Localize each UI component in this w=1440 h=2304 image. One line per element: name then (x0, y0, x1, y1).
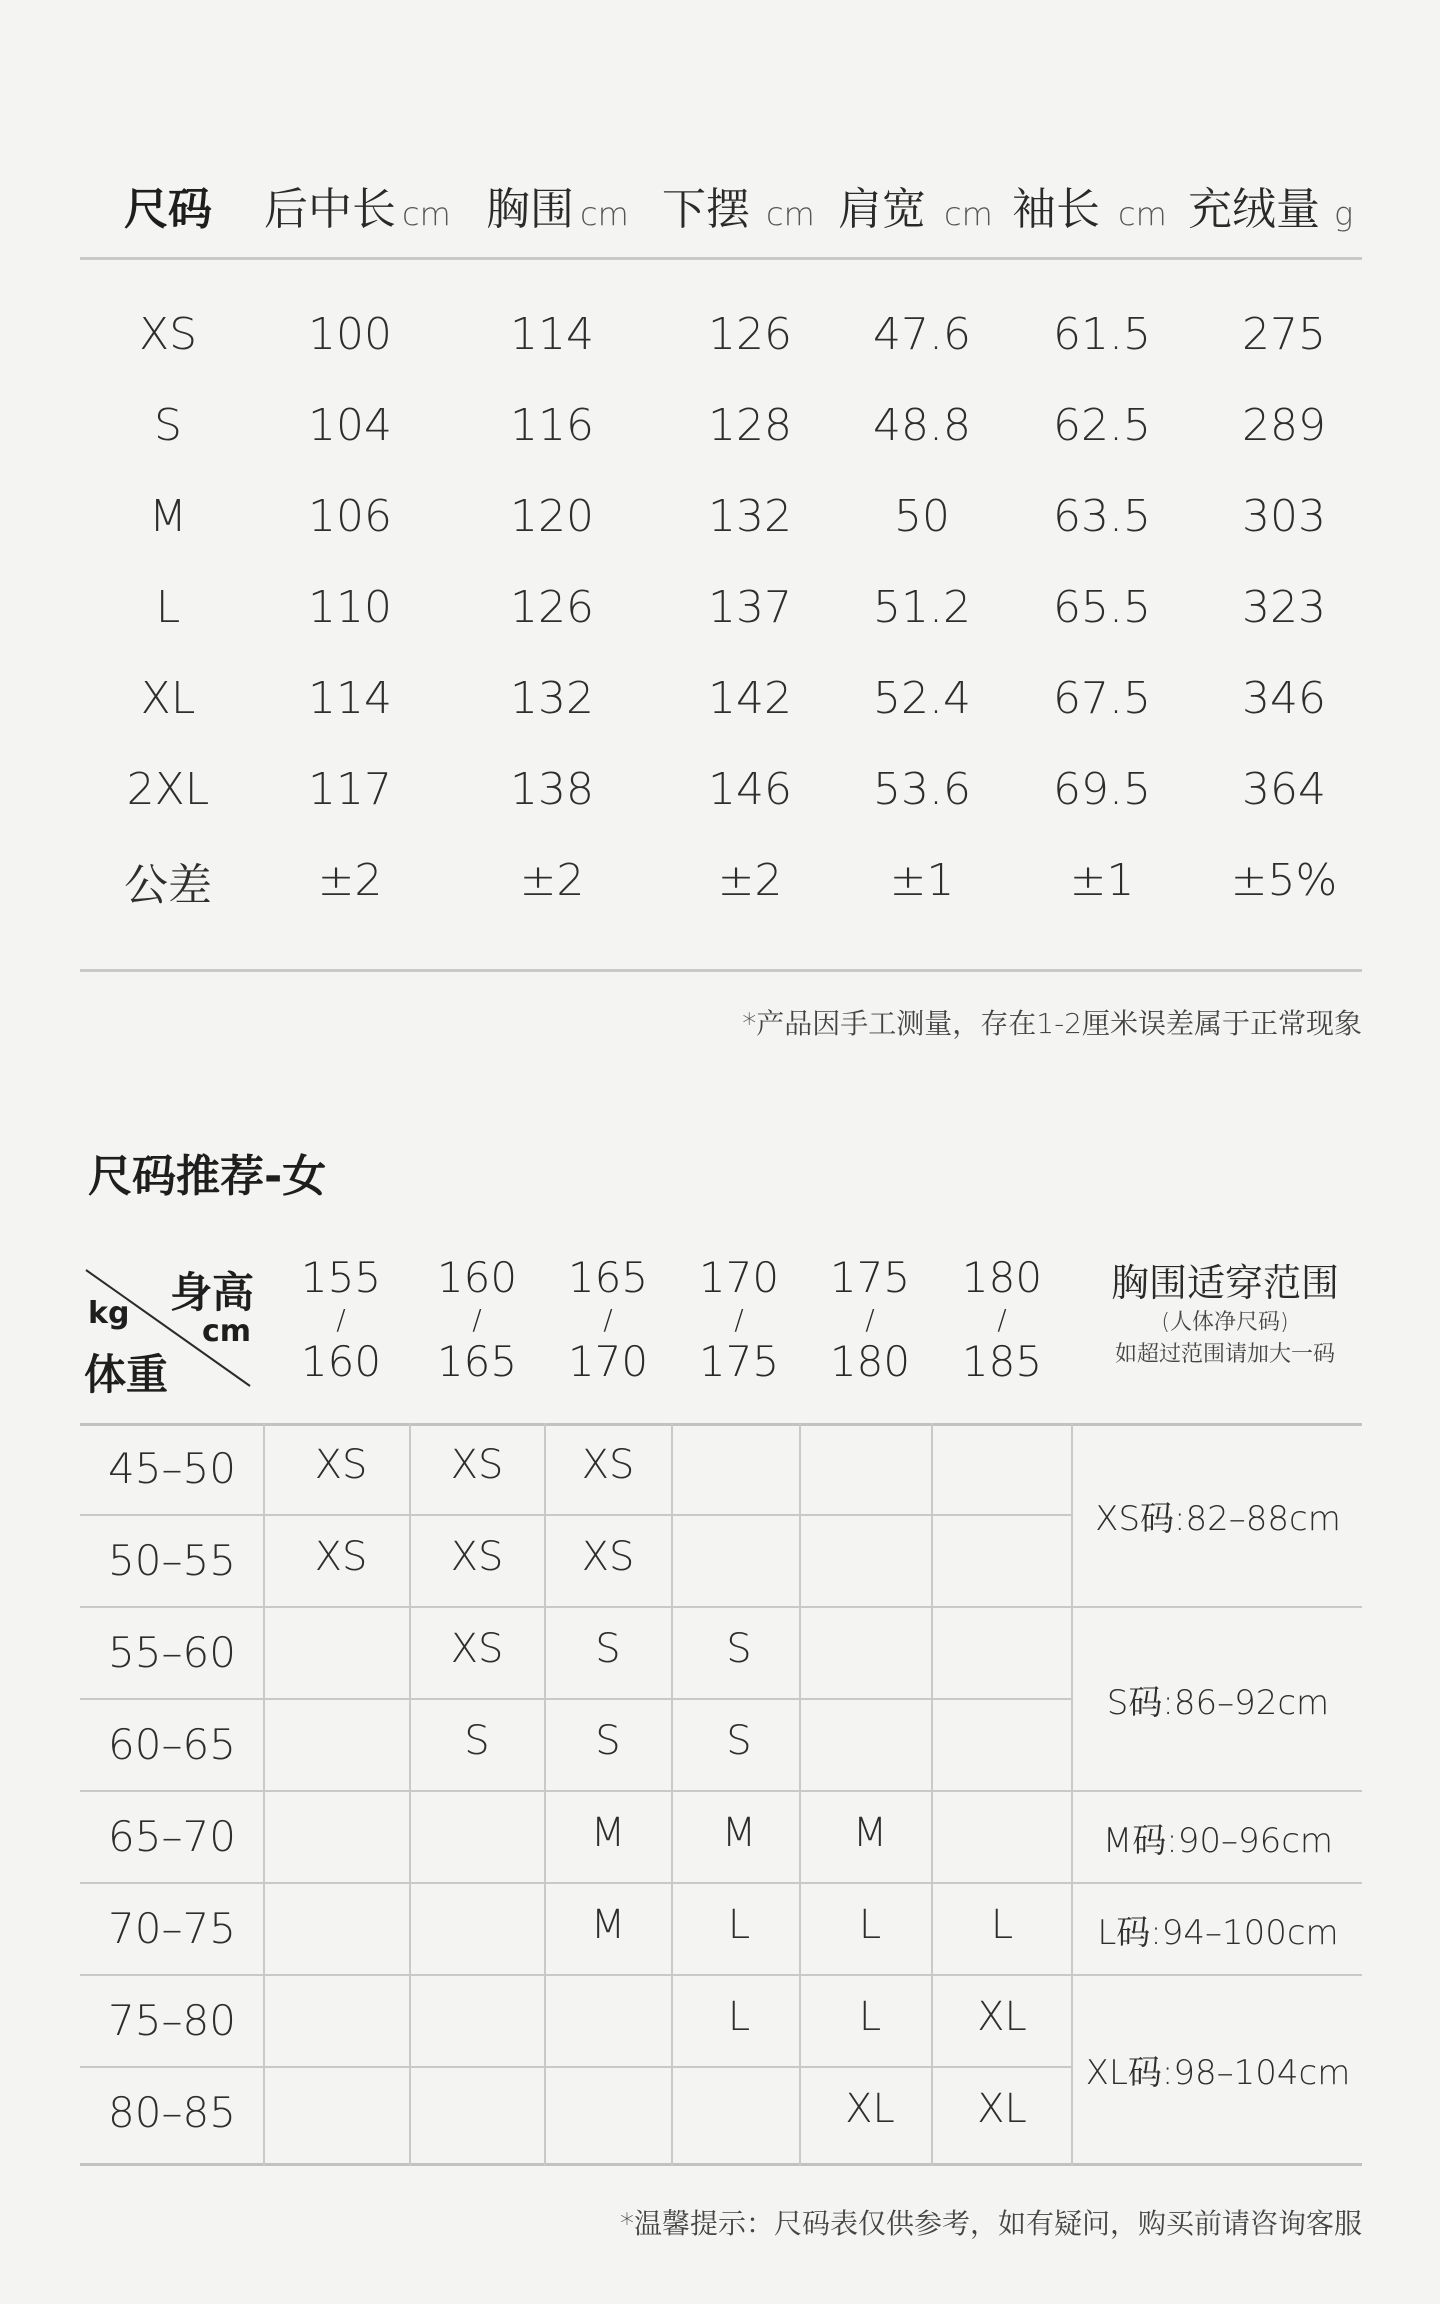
table-corner-header (80, 1260, 255, 1399)
column-divider (931, 1423, 933, 2166)
header-sleeve: 袖长 cm (1012, 184, 1167, 235)
size-label-cell: S (154, 400, 182, 451)
chest-range-title: 胸围适穿范围 (1110, 1261, 1339, 1305)
header-fill-weight: 充绒量 g (1188, 184, 1354, 235)
height-sep: / (865, 1303, 875, 1336)
size-value-cell: 128 (708, 400, 792, 451)
size-value-cell: 275 (1242, 309, 1326, 360)
size-value-cell: 132 (708, 491, 792, 542)
height-bottom: 175 (698, 1337, 780, 1386)
size-row (80, 380, 1362, 471)
size-label-cell: L (155, 582, 181, 633)
size-value-cell: 50 (894, 491, 950, 542)
chest-range-sub: (人体净尺码) (1161, 1310, 1289, 1335)
chest-range-cell: XS码:82–88cm (1095, 1498, 1341, 1539)
height-column-header (276, 1254, 406, 1386)
size-recommend-cell: XL (845, 2085, 895, 2132)
column-divider (671, 1423, 673, 2166)
size-value-cell: 126 (510, 582, 594, 633)
size-row (80, 562, 1362, 653)
chest-range-hint: 如超过范围请加大一码 (1114, 1342, 1335, 1367)
size-label-cell: XS (138, 309, 198, 360)
size-row (80, 289, 1362, 380)
height-top: 160 (436, 1253, 518, 1302)
size-value-cell: 137 (708, 582, 792, 633)
size-recommend-cell: XS (450, 1625, 504, 1672)
header-back-length: 后中长 cm (264, 184, 451, 235)
height-column-header (937, 1254, 1067, 1386)
size-value-cell: 116 (510, 400, 594, 451)
size-value-cell: ±1 (1069, 855, 1135, 906)
size-recommend-cell: M (590, 1901, 626, 1948)
header-divider (80, 257, 1362, 260)
size-value-cell: 303 (1242, 491, 1326, 542)
size-value-cell: 51.2 (873, 582, 971, 633)
size-value-cell: 138 (510, 764, 594, 815)
size-value-cell: 47.6 (873, 309, 971, 360)
height-sep: / (472, 1303, 482, 1336)
size-value-cell: 110 (308, 582, 392, 633)
size-recommend-cell: M (590, 1809, 626, 1856)
height-top: 155 (300, 1253, 382, 1302)
height-sep: / (734, 1303, 744, 1336)
chest-range-header (1080, 1258, 1370, 1372)
weight-range-cell: 60–65 (108, 1720, 236, 1769)
header-shoulder: 肩宽 cm (838, 184, 993, 235)
size-recommend-cell: XS (314, 1533, 368, 1580)
height-bottom: 170 (567, 1337, 649, 1386)
height-column-header (412, 1254, 542, 1386)
size-value-cell: 65.5 (1053, 582, 1151, 633)
size-value-cell: ±2 (317, 855, 383, 906)
size-value-cell: 61.5 (1053, 309, 1151, 360)
height-label: 身高 (170, 1268, 255, 1317)
size-recommend-cell: S (595, 1717, 621, 1764)
size-value-cell: ±1 (889, 855, 955, 906)
size-value-cell: 104 (308, 400, 392, 451)
size-recommend-cell: L (858, 1993, 882, 2040)
weight-label: 体重 (84, 1350, 169, 1399)
size-recommend-cell: L (990, 1901, 1014, 1948)
size-value-cell: 69.5 (1053, 764, 1151, 815)
size-value-cell: 114 (308, 673, 392, 724)
chest-range-cell: M码:90–96cm (1102, 1820, 1334, 1861)
size-value-cell: 52.4 (873, 673, 971, 724)
column-divider (799, 1423, 801, 2166)
weight-range-cell: 55–60 (108, 1628, 236, 1677)
size-recommend-cell: M (721, 1809, 757, 1856)
size-recommend-cell: S (595, 1625, 621, 1672)
weight-range-cell: 65–70 (108, 1812, 236, 1861)
size-row (80, 835, 1362, 926)
header-chest: 胸围 cm (486, 184, 629, 235)
height-bottom: 165 (436, 1337, 518, 1386)
size-row (80, 471, 1362, 562)
column-divider (1071, 1423, 1073, 2166)
recommend-table (80, 1423, 1362, 2166)
size-value-cell: 120 (510, 491, 594, 542)
weight-unit: kg (88, 1296, 130, 1331)
size-recommend-cell: L (727, 1993, 751, 2040)
height-top: 165 (567, 1253, 649, 1302)
size-value-cell: 132 (510, 673, 594, 724)
size-value-cell: ±2 (717, 855, 783, 906)
size-value-cell: 114 (510, 309, 594, 360)
height-column-header (805, 1254, 935, 1386)
size-recommend-cell: XS (450, 1441, 504, 1488)
height-top: 170 (698, 1253, 780, 1302)
size-value-cell: 364 (1242, 764, 1326, 815)
size-recommend-cell: XL (977, 1993, 1027, 2040)
height-column-header (543, 1254, 673, 1386)
size-recommend-cell: XS (314, 1441, 368, 1488)
size-recommend-cell: S (464, 1717, 490, 1764)
size-value-cell: 106 (308, 491, 392, 542)
size-label-cell: 公差 (124, 859, 212, 911)
measurement-note: *产品因手工测量，存在1-2厘米误差属于正常现象 (742, 1007, 1362, 1040)
size-recommend-cell: XS (450, 1533, 504, 1580)
size-value-cell: 126 (708, 309, 792, 360)
chest-range-cell: S码:86–92cm (1106, 1682, 1330, 1723)
table-bottom-border (80, 2163, 1362, 2166)
weight-range-cell: 70–75 (108, 1904, 236, 1953)
chest-range-cell: L码:94–100cm (1097, 1912, 1339, 1953)
height-sep: / (603, 1303, 613, 1336)
height-unit: cm (202, 1314, 252, 1349)
size-label-cell: XL (140, 673, 196, 724)
weight-range-cell: 45–50 (108, 1444, 236, 1493)
height-sep: / (997, 1303, 1007, 1336)
size-value-cell: 323 (1242, 582, 1326, 633)
header-hem: 下摆 cm (662, 184, 815, 235)
header-size: 尺码 (124, 184, 212, 235)
size-value-cell: 289 (1242, 400, 1326, 451)
size-value-cell: ±2 (519, 855, 585, 906)
height-top: 175 (829, 1253, 911, 1302)
size-label-cell: 2XL (126, 764, 210, 815)
size-recommend-cell: XL (977, 2085, 1027, 2132)
size-value-cell: 142 (708, 673, 792, 724)
size-recommend-cell: XS (581, 1441, 635, 1488)
height-column-header (674, 1254, 804, 1386)
height-sep: / (336, 1303, 346, 1336)
column-divider (409, 1423, 411, 2166)
size-row (80, 653, 1362, 744)
table-bottom-divider (80, 969, 1362, 972)
size-value-cell: 62.5 (1053, 400, 1151, 451)
size-recommend-cell: S (726, 1717, 752, 1764)
size-label-cell: M (149, 491, 187, 542)
height-top: 180 (961, 1253, 1043, 1302)
size-value-cell: 146 (708, 764, 792, 815)
size-value-cell: 63.5 (1053, 491, 1151, 542)
size-value-cell: 67.5 (1053, 673, 1151, 724)
chest-range-cell: XL码:98–104cm (1085, 2052, 1351, 2093)
section-title: 尺码推荐-女 (88, 1151, 327, 1202)
size-value-cell: 117 (308, 764, 392, 815)
size-value-cell: 53.6 (873, 764, 971, 815)
size-value-cell: ±5% (1230, 855, 1338, 906)
size-row (80, 744, 1362, 835)
size-recommend-cell: M (852, 1809, 888, 1856)
height-bottom: 160 (300, 1337, 382, 1386)
height-bottom: 180 (829, 1337, 911, 1386)
size-recommend-cell: S (726, 1625, 752, 1672)
size-recommend-cell: L (858, 1901, 882, 1948)
weight-range-cell: 50–55 (108, 1536, 236, 1585)
weight-range-cell: 75–80 (108, 1996, 236, 2045)
size-value-cell: 100 (308, 309, 392, 360)
weight-range-cell: 80–85 (108, 2088, 236, 2137)
size-recommend-cell: XS (581, 1533, 635, 1580)
height-bottom: 185 (961, 1337, 1043, 1386)
size-value-cell: 48.8 (873, 400, 971, 451)
tip-note: *温馨提示：尺码表仅供参考，如有疑问，购买前请咨询客服 (619, 2207, 1362, 2240)
size-recommend-cell: L (727, 1901, 751, 1948)
column-divider (544, 1423, 546, 2166)
size-value-cell: 346 (1242, 673, 1326, 724)
